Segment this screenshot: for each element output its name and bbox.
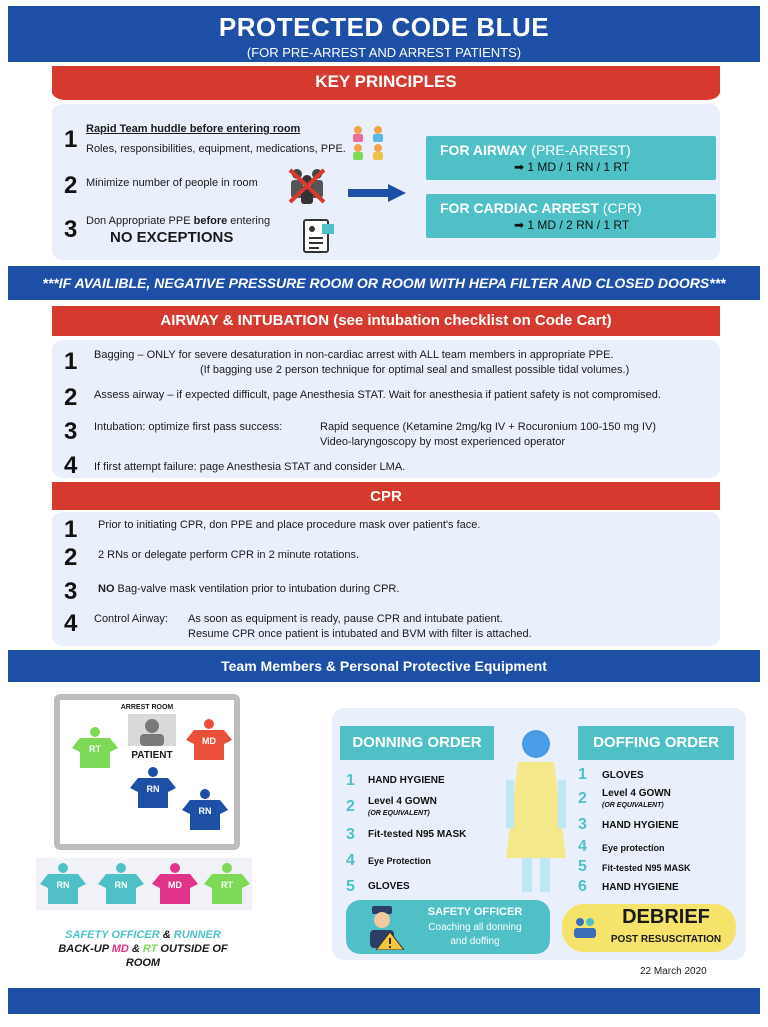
key-principles-panel: [52, 104, 720, 260]
donning-number: 3: [346, 826, 355, 843]
doffing-heading: DOFFING ORDER: [578, 726, 734, 760]
team-huddle-icon: [348, 122, 388, 162]
airway-staffing-box: [426, 136, 716, 180]
team-member-rn-icon: [130, 766, 176, 813]
airway-panel: [52, 340, 720, 478]
outside-room-roles: [28, 928, 258, 970]
kp-number: 2: [64, 172, 78, 199]
cpr-number: 2: [64, 544, 78, 571]
kp-item-text: Minimize number of people in room: [86, 177, 258, 189]
cpr-item-text: Prior to initiating CPR, don PPE and place procedure mask over patient's face.: [98, 519, 481, 531]
kp-number: 1: [64, 126, 78, 153]
team-meeting-icon: [572, 914, 598, 940]
safety-officer-line1: Coaching all donning: [428, 922, 522, 933]
doffing-step: HAND HYGIENE: [602, 820, 679, 831]
cardiac-staff-count: ➡ 1 MD / 2 RN / 1 RT: [514, 218, 630, 232]
kp-item-title: Rapid Team huddle before entering room: [86, 123, 301, 135]
role-label: RN: [146, 784, 160, 794]
role-label: MD: [202, 736, 216, 746]
role-label: RN: [56, 880, 70, 890]
kp-text-part: entering: [227, 215, 271, 227]
doffing-number: 1: [578, 766, 587, 783]
doffing-number: 6: [578, 878, 587, 895]
donning-number: 4: [346, 852, 355, 869]
kp-text-bold: before: [193, 215, 228, 227]
safety-officer-role: SAFETY OFFICER: [65, 929, 160, 941]
doffing-step: GLOVES: [602, 770, 644, 781]
outside-member-md-icon: [152, 862, 198, 909]
conjunction-text: &: [159, 929, 174, 941]
role-label: RT: [89, 744, 101, 754]
outside-team-strip: [36, 858, 252, 910]
doffing-step-text: Level 4 GOWN: [602, 788, 671, 799]
backup-text: BACK-UP: [58, 943, 112, 955]
doffing-number: 3: [578, 816, 587, 833]
document-date: 22 March 2020: [640, 966, 707, 977]
conjunction-text: &: [128, 943, 143, 955]
cardiac-box-paren: (CPR): [598, 200, 642, 216]
kp-number: 3: [64, 216, 78, 243]
airway-number: 2: [64, 384, 78, 411]
donning-number: 1: [346, 772, 355, 789]
donning-heading: DONNING ORDER: [340, 726, 494, 760]
role-label: MD: [168, 880, 182, 890]
airway-staff-count: ➡ 1 MD / 1 RN / 1 RT: [514, 160, 630, 174]
outside-member-rn-icon: [98, 862, 144, 909]
kp-item-text: [86, 214, 270, 229]
cpr-item-text: Resume CPR once patient is intubated and BVM with filter is attached.: [188, 628, 532, 640]
gowned-person-icon: [504, 728, 568, 898]
role-label: RN: [114, 880, 128, 890]
airway-item-text: (If bagging use 2 person technique for optimal seal and smallest possible tidal volumes.): [200, 364, 630, 376]
airway-heading: AIRWAY & INTUBATION (see intubation checklist on Code Cart): [52, 306, 720, 336]
donning-step: HAND HYGIENE: [368, 775, 445, 786]
negative-pressure-banner: ***IF AVAILIBLE, NEGATIVE PRESSURE ROOM OR ROOM WITH HEPA FILTER AND CLOSED DOORS***: [8, 266, 760, 300]
airway-number: 3: [64, 418, 78, 445]
donning-number: 2: [346, 798, 355, 815]
patient-icon: [128, 714, 176, 746]
outside-roles-line2: [28, 942, 258, 956]
role-label: RT: [221, 880, 233, 890]
donning-step-sub: (OR EQUIVALENT): [368, 810, 430, 817]
cpr-item-text: As soon as equipment is ready, pause CPR and intubate patient.: [188, 613, 503, 625]
rt-role: RT: [142, 943, 158, 955]
team-member-md-icon: [186, 718, 232, 765]
donning-step: [368, 796, 437, 820]
airway-number: 4: [64, 452, 78, 479]
page-subtitle: (FOR PRE-ARREST AND ARREST PATIENTS): [246, 45, 522, 60]
cpr-text-part: Bag-valve mask ventilation prior to intubation during CPR.: [114, 583, 400, 595]
airway-item-text: If first attempt failure: page Anesthesia STAT and consider LMA.: [94, 461, 406, 473]
airway-box-paren: (PRE-ARREST): [527, 142, 631, 158]
page-title: PROTECTED CODE BLUE: [218, 12, 550, 42]
no-crowd-icon: [286, 166, 328, 206]
debrief-sub: POST RESUSCITATION: [610, 934, 722, 945]
outside-roles-line3: ROOM: [125, 957, 161, 969]
outside-member-rt-icon: [204, 862, 250, 909]
doffing-number: 5: [578, 858, 587, 875]
cpr-heading: CPR: [52, 482, 720, 510]
arrest-room-diagram: [54, 694, 240, 850]
cpr-panel: [52, 512, 720, 646]
airway-item-label: Intubation: optimize first pass success:: [94, 421, 283, 433]
ppe-checklist-icon: [302, 218, 336, 254]
donning-step: GLOVES: [368, 881, 410, 892]
arrest-room-label: ARREST ROOM: [120, 704, 174, 711]
doffing-step-sub: (OR EQUIVALENT): [602, 802, 664, 809]
role-label: RN: [198, 806, 212, 816]
doffing-step: Eye protection: [602, 843, 665, 853]
outside-roles-line1: [28, 928, 258, 942]
airway-item-text: Assess airway – if expected difficult, page Anesthesia STAT. Wait for anesthesia if patient safety is not compromised.: [94, 389, 661, 401]
cpr-number: 4: [64, 610, 78, 637]
doffing-number: 4: [578, 838, 587, 855]
cpr-number: 3: [64, 578, 78, 605]
title-banner: [8, 6, 760, 62]
donning-step-text: Level 4 GOWN: [368, 796, 437, 807]
debrief-box: [562, 904, 736, 952]
donning-step: Fit-tested N95 MASK: [368, 829, 467, 840]
team-member-rt-icon: [72, 726, 118, 773]
outside-member-rn-icon: [40, 862, 86, 909]
cpr-item-label: Control Airway:: [94, 613, 168, 625]
cpr-item-text: [98, 582, 399, 597]
kp-item-text: Roles, responsibilities, equipment, medications, PPE.: [86, 143, 346, 155]
airway-item-text: Bagging – ONLY for severe desaturation in non-cardiac arrest with ALL team members in appropriate PPE.: [94, 349, 614, 361]
donning-number: 5: [346, 878, 355, 895]
arrow-right-icon: [348, 184, 406, 202]
safety-officer-title: SAFETY OFFICER: [427, 906, 523, 918]
cardiac-box-heading: [426, 194, 716, 216]
cardiac-box-label: FOR CARDIAC ARREST: [440, 200, 599, 216]
key-principles-heading: KEY PRINCIPLES: [52, 66, 720, 100]
airway-box-heading: [426, 136, 716, 158]
cpr-item-text: 2 RNs or delegate perform CPR in 2 minute rotations.: [98, 549, 360, 561]
md-role: MD: [111, 943, 129, 955]
patient-label: PATIENT: [131, 750, 173, 761]
airway-item-text: Rapid sequence (Ketamine 2mg/kg IV + Rocuronium 100-150 mg IV): [320, 421, 656, 433]
runner-role: RUNNER: [173, 929, 221, 941]
team-ppe-heading: Team Members & Personal Protective Equipment: [8, 650, 760, 682]
cpr-number: 1: [64, 516, 78, 543]
airway-item-text: Video-laryngoscopy by most experienced operator: [320, 436, 565, 448]
team-member-rn-icon: [182, 788, 228, 835]
airway-number: 1: [64, 348, 78, 375]
doffing-step: [602, 788, 671, 812]
doffing-number: 2: [578, 790, 587, 807]
cpr-no-bold: NO: [98, 583, 115, 595]
outside-text: OUTSIDE OF: [157, 943, 228, 955]
doffing-step: Fit-tested N95 MASK: [602, 863, 691, 873]
safety-officer-icon: [364, 904, 404, 950]
debrief-title: DEBRIEF: [622, 906, 710, 928]
cardiac-staffing-box: [426, 194, 716, 238]
airway-box-label: FOR AIRWAY: [440, 142, 528, 158]
safety-officer-line2: and doffing: [450, 936, 500, 947]
donning-step: Eye Protection: [368, 856, 432, 866]
no-exceptions-text: NO EXCEPTIONS: [110, 229, 234, 246]
footer-bar: [8, 988, 760, 1014]
doffing-step: HAND HYGIENE: [602, 882, 679, 893]
safety-officer-box: [346, 900, 550, 954]
kp-text-part: Don Appropriate PPE: [86, 215, 194, 227]
